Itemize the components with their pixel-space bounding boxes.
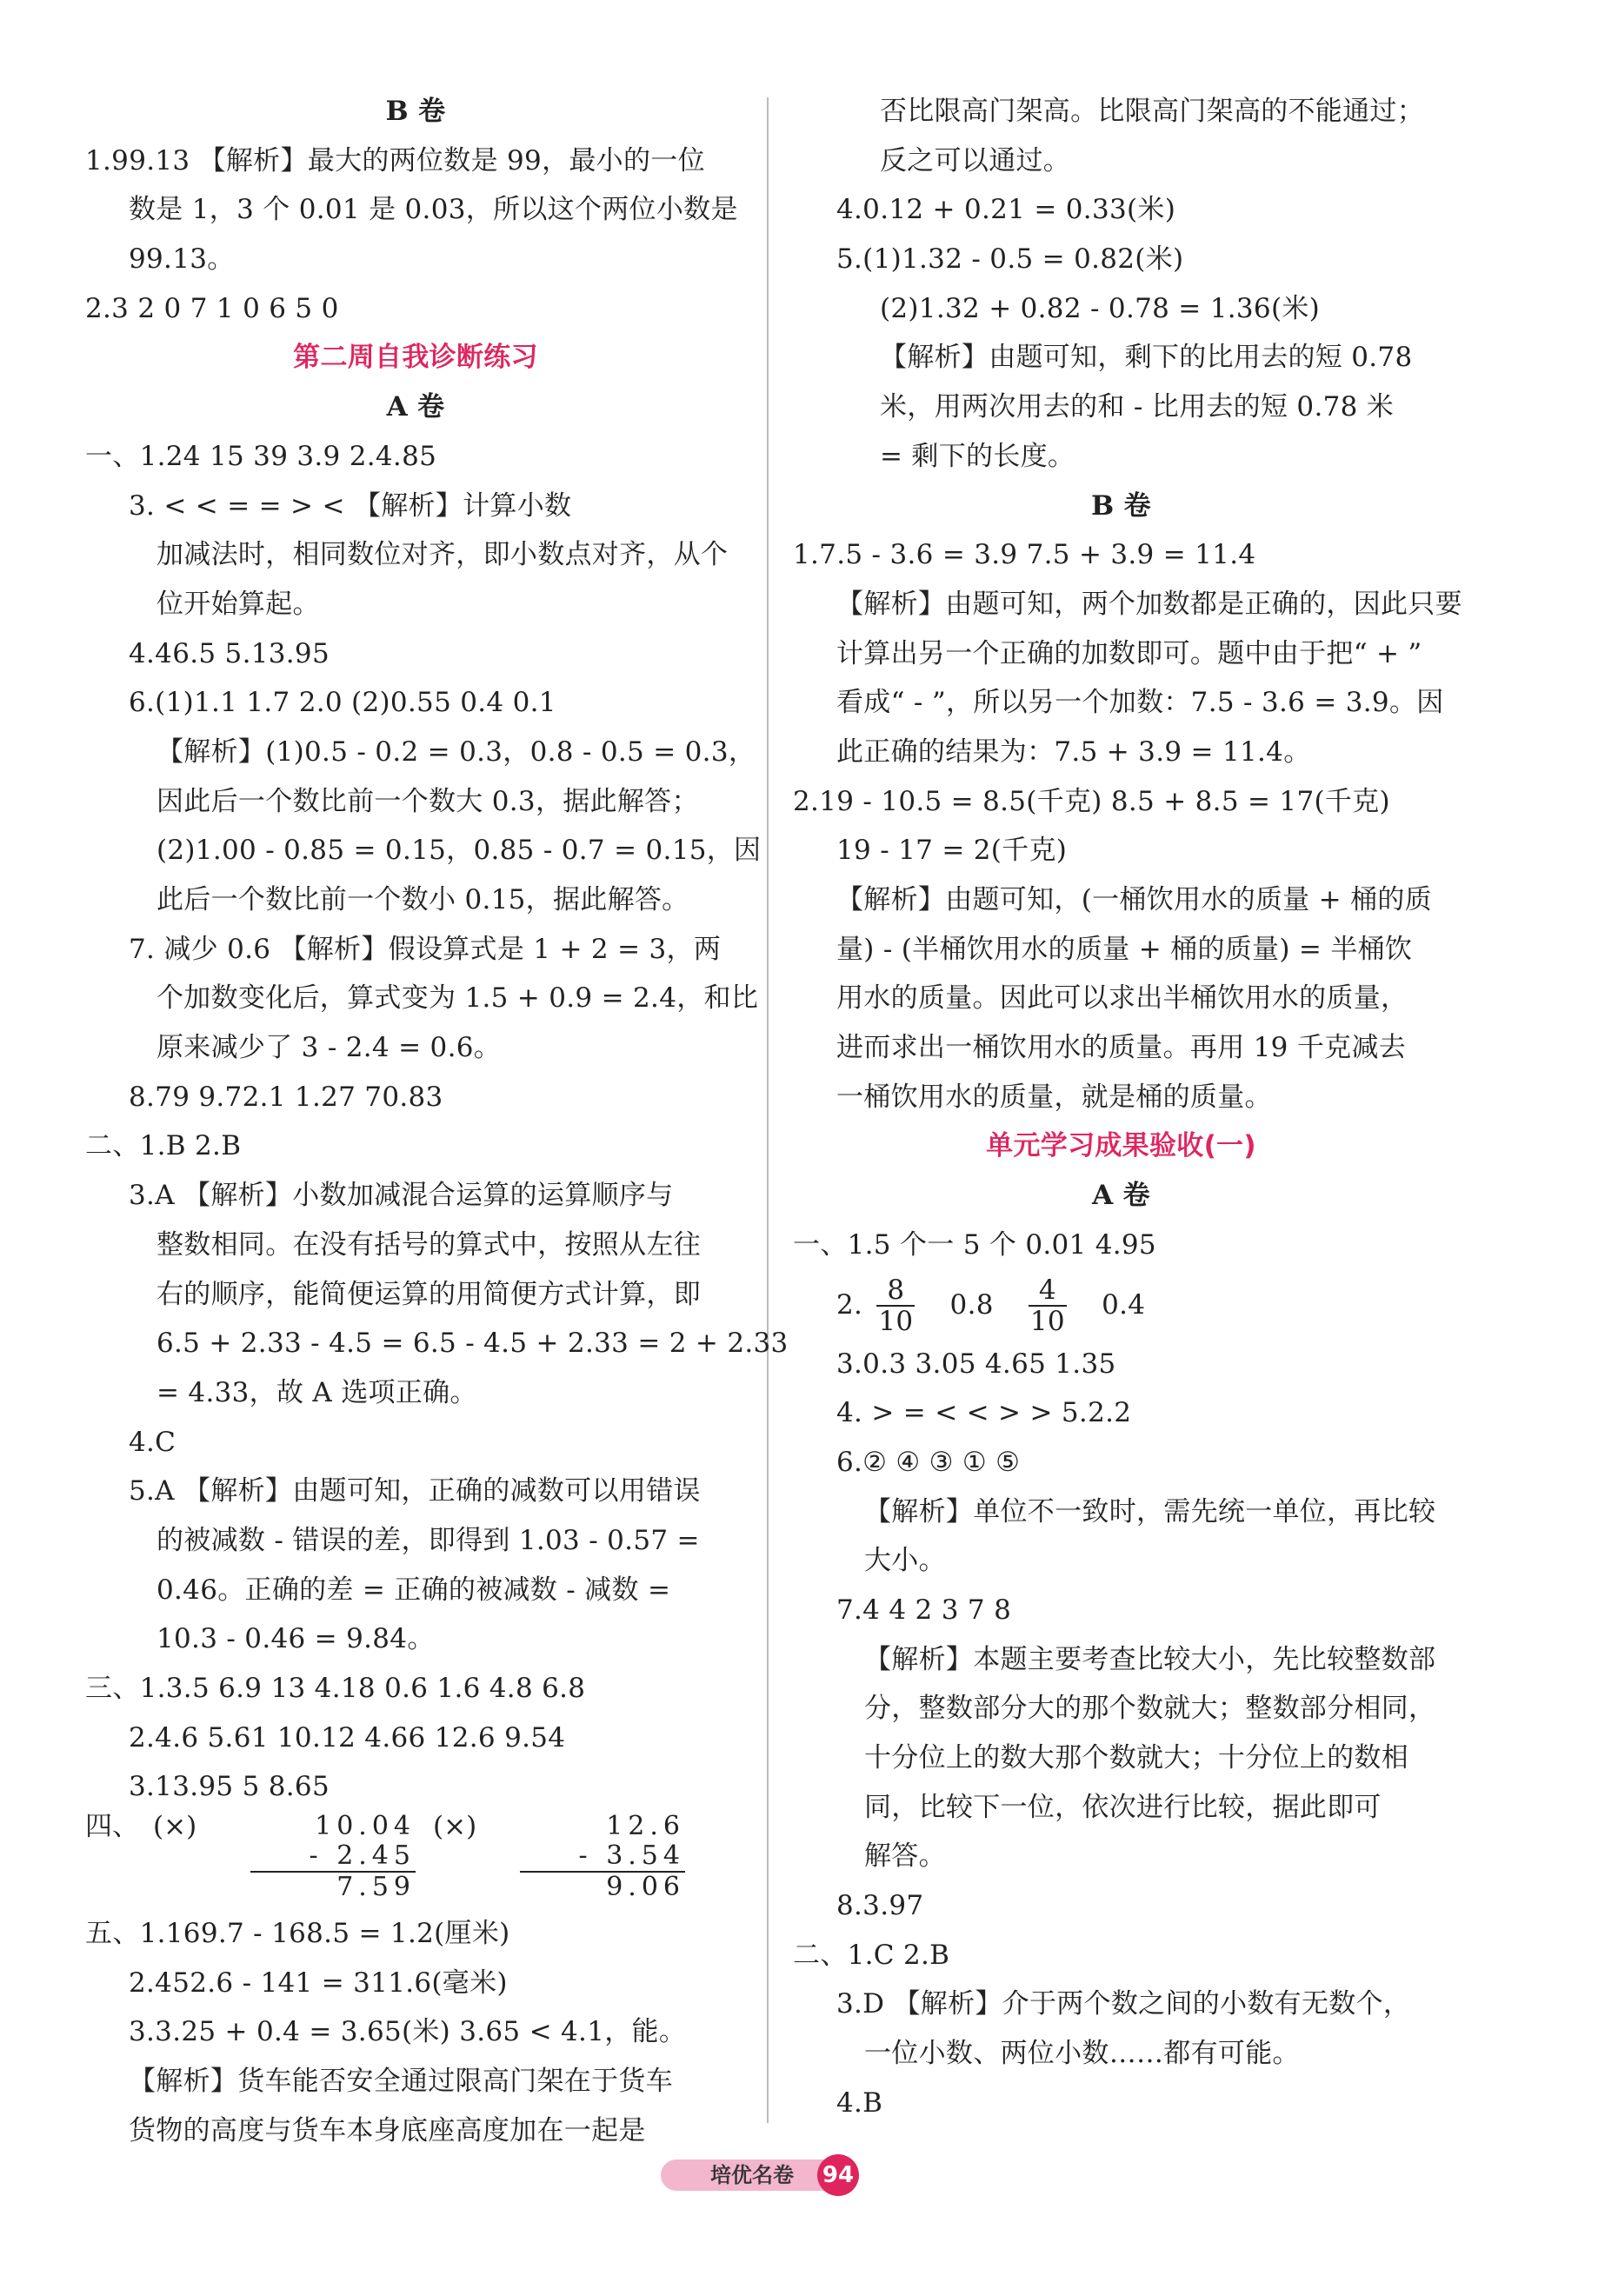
text-line: 8.79 9.72.1 1.27 70.83 (129, 1081, 443, 1113)
heading-b-paper: B 卷 (1091, 489, 1151, 522)
vertical-subtraction (520, 1812, 685, 1902)
text-line: 量) - (半桶饮用水的质量 + 桶的质量) = 半桶饮 (836, 933, 1413, 965)
text-line: 用水的质量。因此可以求出半桶饮用水的质量， (836, 982, 1408, 1015)
text-line: 此正确的结果为：7.5 + 3.9 = 11.4。 (836, 735, 1311, 768)
page-number: 94 (817, 2154, 859, 2196)
text-line: 看成“ - ”，所以另一个加数：7.5 - 3.6 = 3.9。因 (836, 687, 1444, 719)
text-line: 个加数变化后，算式变为 1.5 + 0.9 = 2.4，和比 (156, 982, 759, 1015)
text-line: 一、1.5 个一 5 个 0.01 4.95 (793, 1228, 1156, 1261)
text-line: 19 - 17 = 2(千克) (836, 835, 1068, 867)
text-line: 4.C (129, 1426, 176, 1458)
text-line: 进而求出一桶饮用水的质量。再用 19 千克减去 (836, 1032, 1407, 1064)
book-series-label: 培优名卷 (661, 2160, 843, 2191)
text-line: 4.B (836, 2086, 883, 2119)
text-line: 解答。 (864, 1840, 946, 1873)
text-line: 右的顺序，能简便运算的用简便方式计算，即 (156, 1278, 701, 1310)
text-line: 五、1.169.7 - 168.5 = 1.2(厘米) (85, 1918, 510, 1950)
vertical-calculation-row (85, 1812, 746, 1909)
difference: 7.59 (250, 1871, 416, 1902)
difference: 9.06 (520, 1871, 685, 1902)
decimal-value: 0.8 (949, 1288, 994, 1321)
numerator: 8 (876, 1275, 915, 1307)
text-line: 3.0.3 3.05 4.65 1.35 (836, 1348, 1116, 1380)
section-label: 四、 (85, 1811, 139, 1843)
page-footer (661, 2154, 887, 2196)
text-line: 【解析】由题可知，剩下的比用去的短 0.78 (880, 342, 1413, 374)
heading-b-paper: B 卷 (385, 96, 446, 127)
column-divider (767, 97, 769, 2123)
text-line: 一桶饮用水的质量，就是桶的质量。 (836, 1081, 1272, 1113)
text-line: 一、1.24 15 39 3.9 2.4.85 (85, 440, 437, 472)
text-line: 5.A 【解析】由题可知，正确的减数可以用错误 (129, 1475, 701, 1507)
text-line: 三、1.3.5 6.9 13 4.18 0.6 1.6 4.8 6.8 (85, 1673, 586, 1704)
mark-wrong: (×) (433, 1811, 477, 1843)
text-line: 加减法时，相同数位对齐，即小数点对齐，从个 (156, 539, 729, 571)
text-line: 1.99.13 【解析】最大的两位数是 99，最小的一位 (85, 144, 705, 176)
text-line: = 剩下的长度。 (880, 440, 1075, 472)
text-line: 6.5 + 2.33 - 4.5 = 6.5 - 4.5 + 2.33 = 2 + 2.33 (156, 1328, 789, 1360)
fraction-line (793, 1270, 1449, 1340)
denominator: 10 (878, 1306, 914, 1337)
text-line: 3.D 【解析】介于两个数之间的小数有无数个， (836, 1988, 1411, 2020)
text-line: (2)1.00 - 0.85 = 0.15，0.85 - 0.7 = 0.15，因 (156, 835, 762, 867)
text-line: 4.46.5 5.13.95 (129, 637, 330, 669)
right-column (793, 87, 1462, 2128)
text-line: = 4.33，故 A 选项正确。 (156, 1376, 477, 1408)
text-line: 99.13。 (129, 243, 235, 276)
fraction (1029, 1275, 1067, 1336)
denominator: 10 (1029, 1306, 1065, 1337)
fraction (876, 1275, 915, 1336)
text-line: 此后一个数比前一个数小 0.15，据此解答。 (156, 884, 689, 915)
text-line: 【解析】由题可知，(一桶饮用水的质量 + 桶的质 (836, 884, 1432, 915)
text-line: 6.② ④ ③ ① ⑤ (836, 1446, 1021, 1478)
text-line: 【解析】由题可知，两个加数都是正确的，因此只要 (836, 588, 1462, 620)
text-line: 7.4 4 2 3 7 8 (836, 1594, 1012, 1626)
text-line: 7. 减少 0.6 【解析】假设算式是 1 + 2 = 3，两 (129, 933, 722, 965)
text-line: 二、1.C 2.B (793, 1939, 950, 1971)
text-line: 米，用两次用去的和 - 比用去的短 0.78 米 (880, 391, 1395, 423)
text-line: 8.3.97 (836, 1890, 924, 1922)
text-line: 的被减数 - 错误的差，即得到 1.03 - 0.57 = (156, 1524, 700, 1556)
item-number: 2. (836, 1288, 863, 1321)
text-line: 4. > = < < > > 5.2.2 (836, 1397, 1132, 1429)
text-line: 2.452.6 - 141 = 311.6(毫米) (129, 1967, 508, 1999)
text-line: 【解析】货车能否安全通过限高门架在于货车 (129, 2066, 673, 2098)
text-line: 3. < < = = > < 【解析】计算小数 (129, 489, 572, 522)
section-title: 单元学习成果验收(一) (986, 1130, 1256, 1162)
heading-a-paper: A 卷 (386, 391, 445, 423)
heading-a-paper: A 卷 (1092, 1180, 1150, 1212)
vertical-subtraction (250, 1812, 416, 1902)
text-line: 【解析】单位不一致时，需先统一单位，再比较 (864, 1495, 1436, 1527)
mark-wrong: (×) (153, 1811, 197, 1843)
text-line: 十分位上的数大那个数就大；十分位上的数相 (864, 1742, 1408, 1774)
text-line: 3.3.25 + 0.4 = 3.65(米) 3.65 < 4.1，能。 (129, 2016, 687, 2048)
text-line: 大小。 (864, 1545, 946, 1577)
text-line: 5.(1)1.32 - 0.5 = 0.82(米) (836, 243, 1184, 276)
text-line: 否比限高门架高。比限高门架高的不能通过； (880, 96, 1424, 127)
text-line: 分，整数部分大的那个数就大；整数部分相同， (864, 1693, 1436, 1725)
text-line: 数是 1，3 个 0.01 是 0.03，所以这个两位小数是 (129, 194, 738, 226)
subtrahend: - 2.45 (309, 1840, 416, 1872)
minuend: 10.04 (315, 1811, 416, 1842)
text-line: 【解析】(1)0.5 - 0.2 = 0.3，0.8 - 0.5 = 0.3， (156, 735, 756, 768)
section-title: 第二周自我诊断练习 (293, 342, 538, 374)
text-line: 【解析】本题主要考查比较大小，先比较整数部 (864, 1643, 1436, 1675)
text-line: 货物的高度与货车本身底座高度加在一起是 (129, 2114, 646, 2146)
text-line: 4.0.12 + 0.21 = 0.33(米) (836, 194, 1176, 226)
text-line: 因此后一个数比前一个数大 0.3，据此解答； (156, 785, 699, 817)
text-line: 同，比较下一位，依次进行比较，据此即可 (864, 1791, 1382, 1823)
text-line: 位开始算起。 (156, 588, 320, 620)
text-line: 3.A 【解析】小数加减混合运算的运算顺序与 (129, 1180, 674, 1212)
text-line: (2)1.32 + 0.82 - 0.78 = 1.36(米) (880, 292, 1321, 324)
text-line: 6.(1)1.1 1.7 2.0 (2)0.55 0.4 0.1 (129, 687, 556, 719)
text-line: 计算出另一个正确的加数即可。题中由于把“ + ” (836, 637, 1422, 669)
minuend: 12.6 (606, 1811, 685, 1842)
text-line: 3.13.95 5 8.65 (129, 1771, 330, 1803)
text-line: 2.3 2 0 7 1 0 6 5 0 (85, 292, 339, 324)
text-line: 一位小数、两位小数……都有可能。 (864, 2038, 1300, 2070)
text-line: 2.4.6 5.61 10.12 4.66 12.6 9.54 (129, 1721, 566, 1754)
text-line: 10.3 - 0.46 = 9.84。 (156, 1623, 435, 1655)
text-line: 0.46。正确的差 = 正确的被减数 - 减数 = (156, 1574, 671, 1606)
text-line: 二、1.B 2.B (85, 1130, 242, 1162)
decimal-value: 0.4 (1102, 1288, 1146, 1321)
text-line: 1.7.5 - 3.6 = 3.9 7.5 + 3.9 = 11.4 (793, 539, 1256, 571)
text-line: 原来减少了 3 - 2.4 = 0.6。 (156, 1032, 502, 1064)
text-line: 整数相同。在没有括号的算式中，按照从左往 (156, 1228, 701, 1261)
text-line: 反之可以通过。 (880, 144, 1071, 176)
subtrahend: - 3.54 (578, 1840, 685, 1872)
left-column (85, 87, 789, 2156)
numerator: 4 (1029, 1275, 1067, 1307)
text-line: 2.19 - 10.5 = 8.5(千克) 8.5 + 8.5 = 17(千克) (793, 785, 1390, 817)
